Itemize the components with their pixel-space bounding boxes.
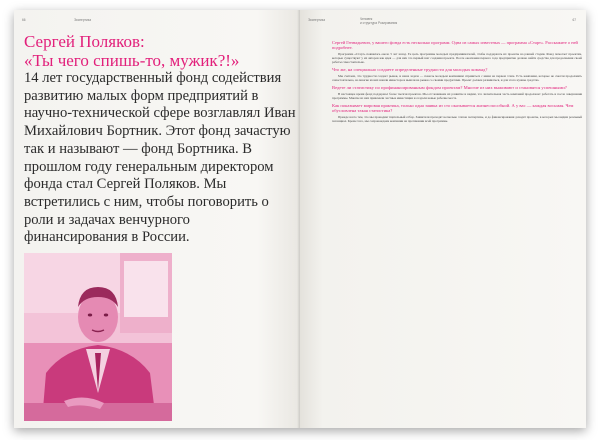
- question-3: Как показывает мировая практика, только одна заявка из сто оказывается жизнеспособной. А у вас — каждая восьмая. Чем обусловлена такая статистика?: [332, 103, 574, 114]
- question-1: Что же, на специально создаете определенные трудности для молодых команд?: [332, 67, 488, 73]
- title-line-1: Сергей Поляков:: [24, 32, 145, 51]
- intro-question: Сергей Геннадьевич, у вашего фонда есть несколько программ. Одна из самых известных — программа «Старт». Расскажите о ней подробнее.: [332, 40, 578, 51]
- answer-3: Прежде всего тем, что мы проводим тщательный отбор. Заявители проходят несколько этапов экспертизы, и до финансирования доходят проекты, в которых мы видим реальный потенциал. Кроме того, мы сопровождаем компании на протяжении всей программы.: [332, 114, 582, 124]
- section-line-1: Человек: [360, 17, 373, 21]
- page-number-right: 67: [572, 18, 576, 22]
- left-page: [14, 10, 300, 428]
- running-head-right: Экспертиза: [308, 18, 325, 22]
- right-page: [300, 10, 586, 428]
- running-head-left: Экспертиза: [74, 18, 91, 22]
- lead-paragraph: 14 лет государственный фонд содействия развитию малых форм предприятий в научно-технической сфере возглавлял Иван Михайлович Бортник. Этот фонд зачастую так и называют — фонд Бортника. В прошлом году генеральным директором фонда стал Сергей Поляков. Мы встретились с ним, чтобы поговорить о роли и задачах венчурного финансирования в России.: [24, 70, 296, 246]
- answer-2: В настоящее время фонд поддержал более тысячи проектов. Мы отслеживаем их развитие и видим, что значительная часть компаний продолжает работать и после завершения программы. Многие из них привлекли частные инвестиции и создали новые рабочие места.: [332, 91, 582, 100]
- article-title: [24, 32, 296, 70]
- article-lead: [24, 32, 296, 247]
- page-number-left: 66: [22, 18, 26, 22]
- magazine-spread: [14, 10, 586, 428]
- section-label: [360, 18, 397, 25]
- answer-1: Мы считаем, что трудности создает рынок, и наша задача — помочь молодым компаниям справиться с ними на первом этапе. Есть компании, которые не смогли продолжить самостоятельно, но многие из них нашли инвестора и вышли на рынок со своими продуктами. Проект должен развиваться, и для этого нужны средства.: [332, 73, 582, 83]
- title-line-2: «Ты чего спишь-то, мужик?!»: [24, 51, 240, 70]
- intro-answer: Программа «Старт» появилась около 5 лет назад. Ее цель программы молодых предпринимателей, чтобы поддержать их проекты на ранней стадии. Фонд помогает проектам, которые существуют у их авторов как идея — для них это первый шаг создания проекта. После окончания первого года предприятие должно найти средства для продолжения своей работы самостоятельно.: [332, 51, 582, 65]
- section-line-2: и структура Розирования: [360, 20, 398, 25]
- interview-column: [332, 40, 582, 125]
- portrait-photo: [24, 253, 172, 421]
- question-2: Ведете ли статистику по профинансированным фондом проектам? Многие из них выживают и становятся успешными?: [332, 85, 567, 91]
